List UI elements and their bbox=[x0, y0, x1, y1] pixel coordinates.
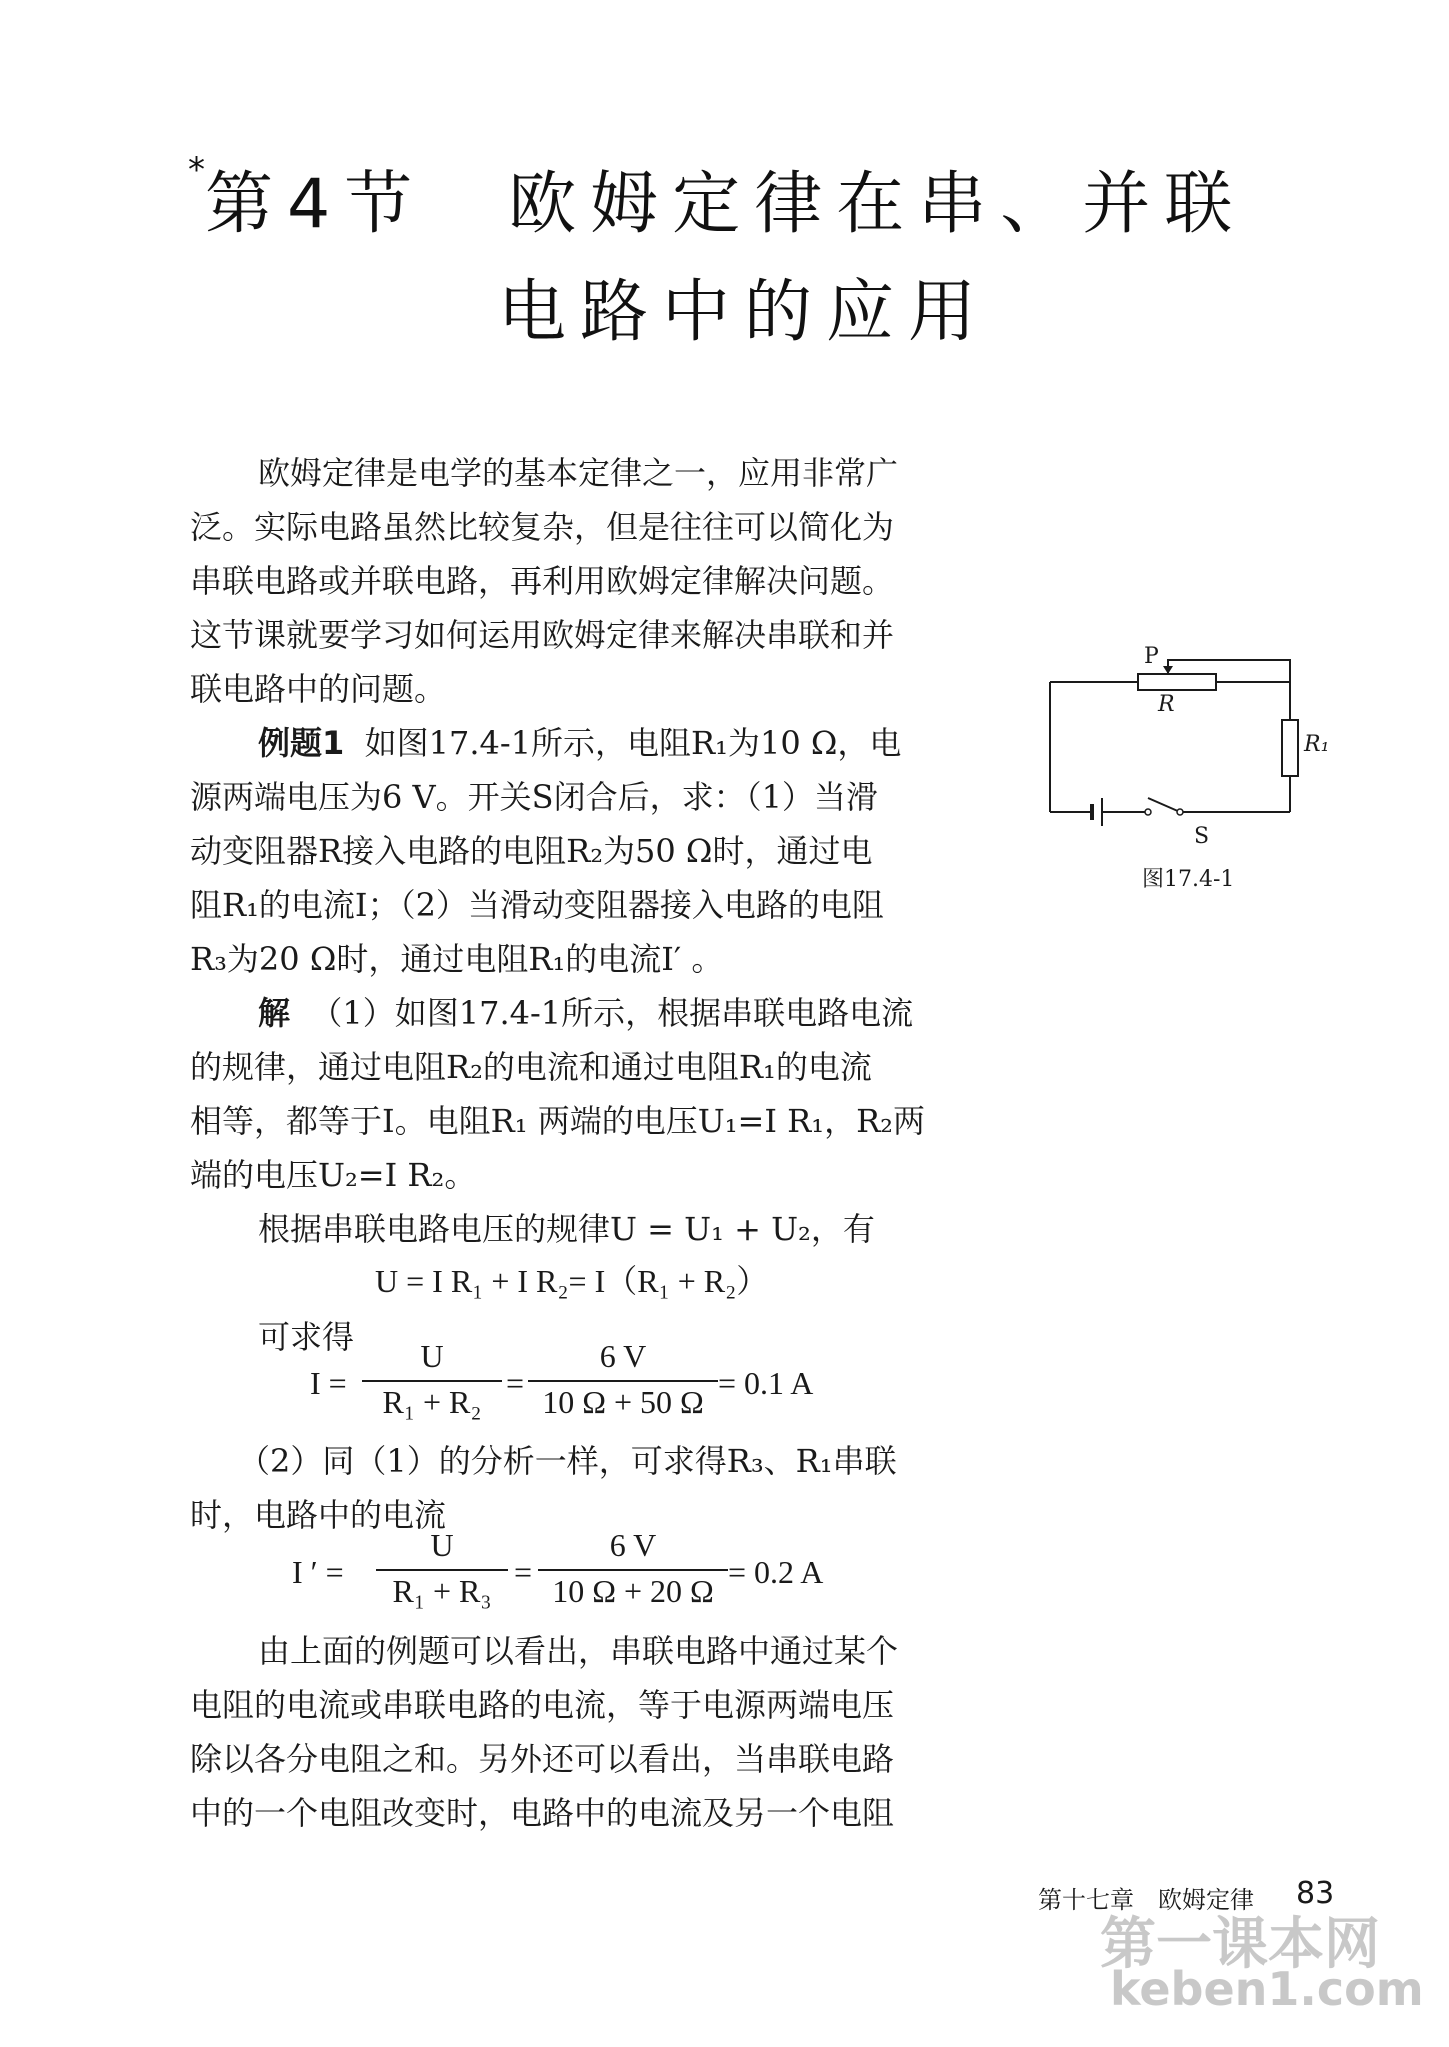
intro-line-3: 串联电路或并联电路，再利用欧姆定律解决问题。 bbox=[190, 562, 895, 600]
conclusion-line-2: 电阻的电流或串联电路的电流，等于电源两端电压 bbox=[190, 1686, 895, 1724]
solution-line-2: 的规律，通过电阻R₂的电流和通过电阻R₁的电流 bbox=[190, 1048, 872, 1086]
figure-label-r1: R₁ bbox=[1304, 732, 1330, 757]
solution-line-8: 时，电路中的电流 bbox=[190, 1496, 447, 1534]
example-line-1: 例题1 如图17.4-1所示，电阻R₁为10 Ω，电 bbox=[258, 724, 902, 762]
intro-line-1: 欧姆定律是电学的基本定律之一，应用非常广 bbox=[258, 454, 899, 492]
equation-2-fraction-2: 6 V 10 Ω + 50 Ω bbox=[528, 1338, 718, 1424]
resistor-r1-icon bbox=[1282, 720, 1298, 776]
solution-label: 解 bbox=[258, 994, 291, 1032]
circuit-diagram bbox=[1030, 640, 1350, 840]
equation-3-fraction-1: U R₁ + R₃ bbox=[376, 1527, 508, 1613]
solution-line-6: 可求得 bbox=[258, 1318, 355, 1356]
section-title-line1: *第4节 欧姆定律在串、并联 bbox=[188, 150, 1247, 244]
watermark-line2: keben1.com bbox=[1110, 1962, 1424, 2016]
rheostat-icon bbox=[1138, 674, 1216, 690]
intro-line-2: 泛。实际电路虽然比较复杂，但是往往可以简化为 bbox=[190, 508, 895, 546]
equation-3-lhs: I ′ = bbox=[292, 1554, 344, 1590]
figure-caption: 图17.4-1 bbox=[1142, 867, 1235, 892]
conclusion-line-4: 中的一个电阻改变时，电路中的电流及另一个电阻 bbox=[190, 1794, 895, 1832]
solution-line-1: 解 （1）如图17.4-1所示，根据串联电路电流 bbox=[258, 994, 914, 1032]
example-line-2: 源两端电压为6 V。开关S闭合后，求：（1）当滑 bbox=[190, 778, 878, 816]
slider-arrow-icon bbox=[1163, 666, 1173, 674]
figure-label-r: R bbox=[1158, 692, 1175, 717]
section-title-line2: 电路中的应用 bbox=[498, 273, 991, 352]
example-line-5: R₃为20 Ω时，通过电阻R₁的电流I′ 。 bbox=[190, 940, 724, 978]
solution-line-7: （2）同（1）的分析一样，可求得R₃、R₁串联 bbox=[238, 1442, 897, 1480]
intro-line-4: 这节课就要学习如何运用欧姆定律来解决串联和并 bbox=[190, 616, 895, 654]
example-line-4: 阻R₁的电流I；（2）当滑动变阻器接入电路的电阻 bbox=[190, 886, 884, 924]
equation-2-lhs: I = bbox=[310, 1365, 347, 1401]
solution-line-5: 根据串联电路电压的规律U = U₁ + U₂，有 bbox=[258, 1210, 875, 1248]
example-label: 例题1 bbox=[258, 724, 345, 762]
watermark-line1: 第一课本网 bbox=[1100, 1912, 1380, 1977]
intro-line-5: 联电路中的问题。 bbox=[190, 670, 447, 708]
conclusion-line-1: 由上面的例题可以看出，串联电路中通过某个 bbox=[258, 1632, 899, 1670]
figure-label-s: S bbox=[1194, 824, 1210, 849]
equation-2-eq: = bbox=[506, 1365, 525, 1401]
equation-1: U = I R₁ + I R₂= I（R₁ + R₂） bbox=[375, 1263, 769, 1299]
switch-icon bbox=[1148, 798, 1180, 812]
equation-3-rhs: = 0.2 A bbox=[728, 1554, 824, 1590]
footer-chapter: 第十七章 欧姆定律 bbox=[1038, 1886, 1254, 1914]
solution-line-3: 相等，都等于I。电阻R₁ 两端的电压U₁=I R₁，R₂两 bbox=[190, 1102, 926, 1140]
page-number: 83 bbox=[1296, 1876, 1335, 1911]
title-star: * bbox=[188, 150, 205, 190]
conclusion-line-3: 除以各分电阻之和。另外还可以看出，当串联电路 bbox=[190, 1740, 895, 1778]
solution-line-4: 端的电压U₂=I R₂。 bbox=[190, 1156, 477, 1194]
equation-2-rhs: = 0.1 A bbox=[718, 1365, 814, 1401]
figure-label-p: P bbox=[1144, 644, 1159, 669]
example-line-3: 动变阻器R接入电路的电阻R₂为50 Ω时，通过电 bbox=[190, 832, 873, 870]
equation-2-fraction-1: U R₁ + R₂ bbox=[362, 1338, 502, 1424]
equation-3-fraction-2: 6 V 10 Ω + 20 Ω bbox=[538, 1527, 728, 1613]
equation-3-eq: = bbox=[514, 1554, 533, 1590]
